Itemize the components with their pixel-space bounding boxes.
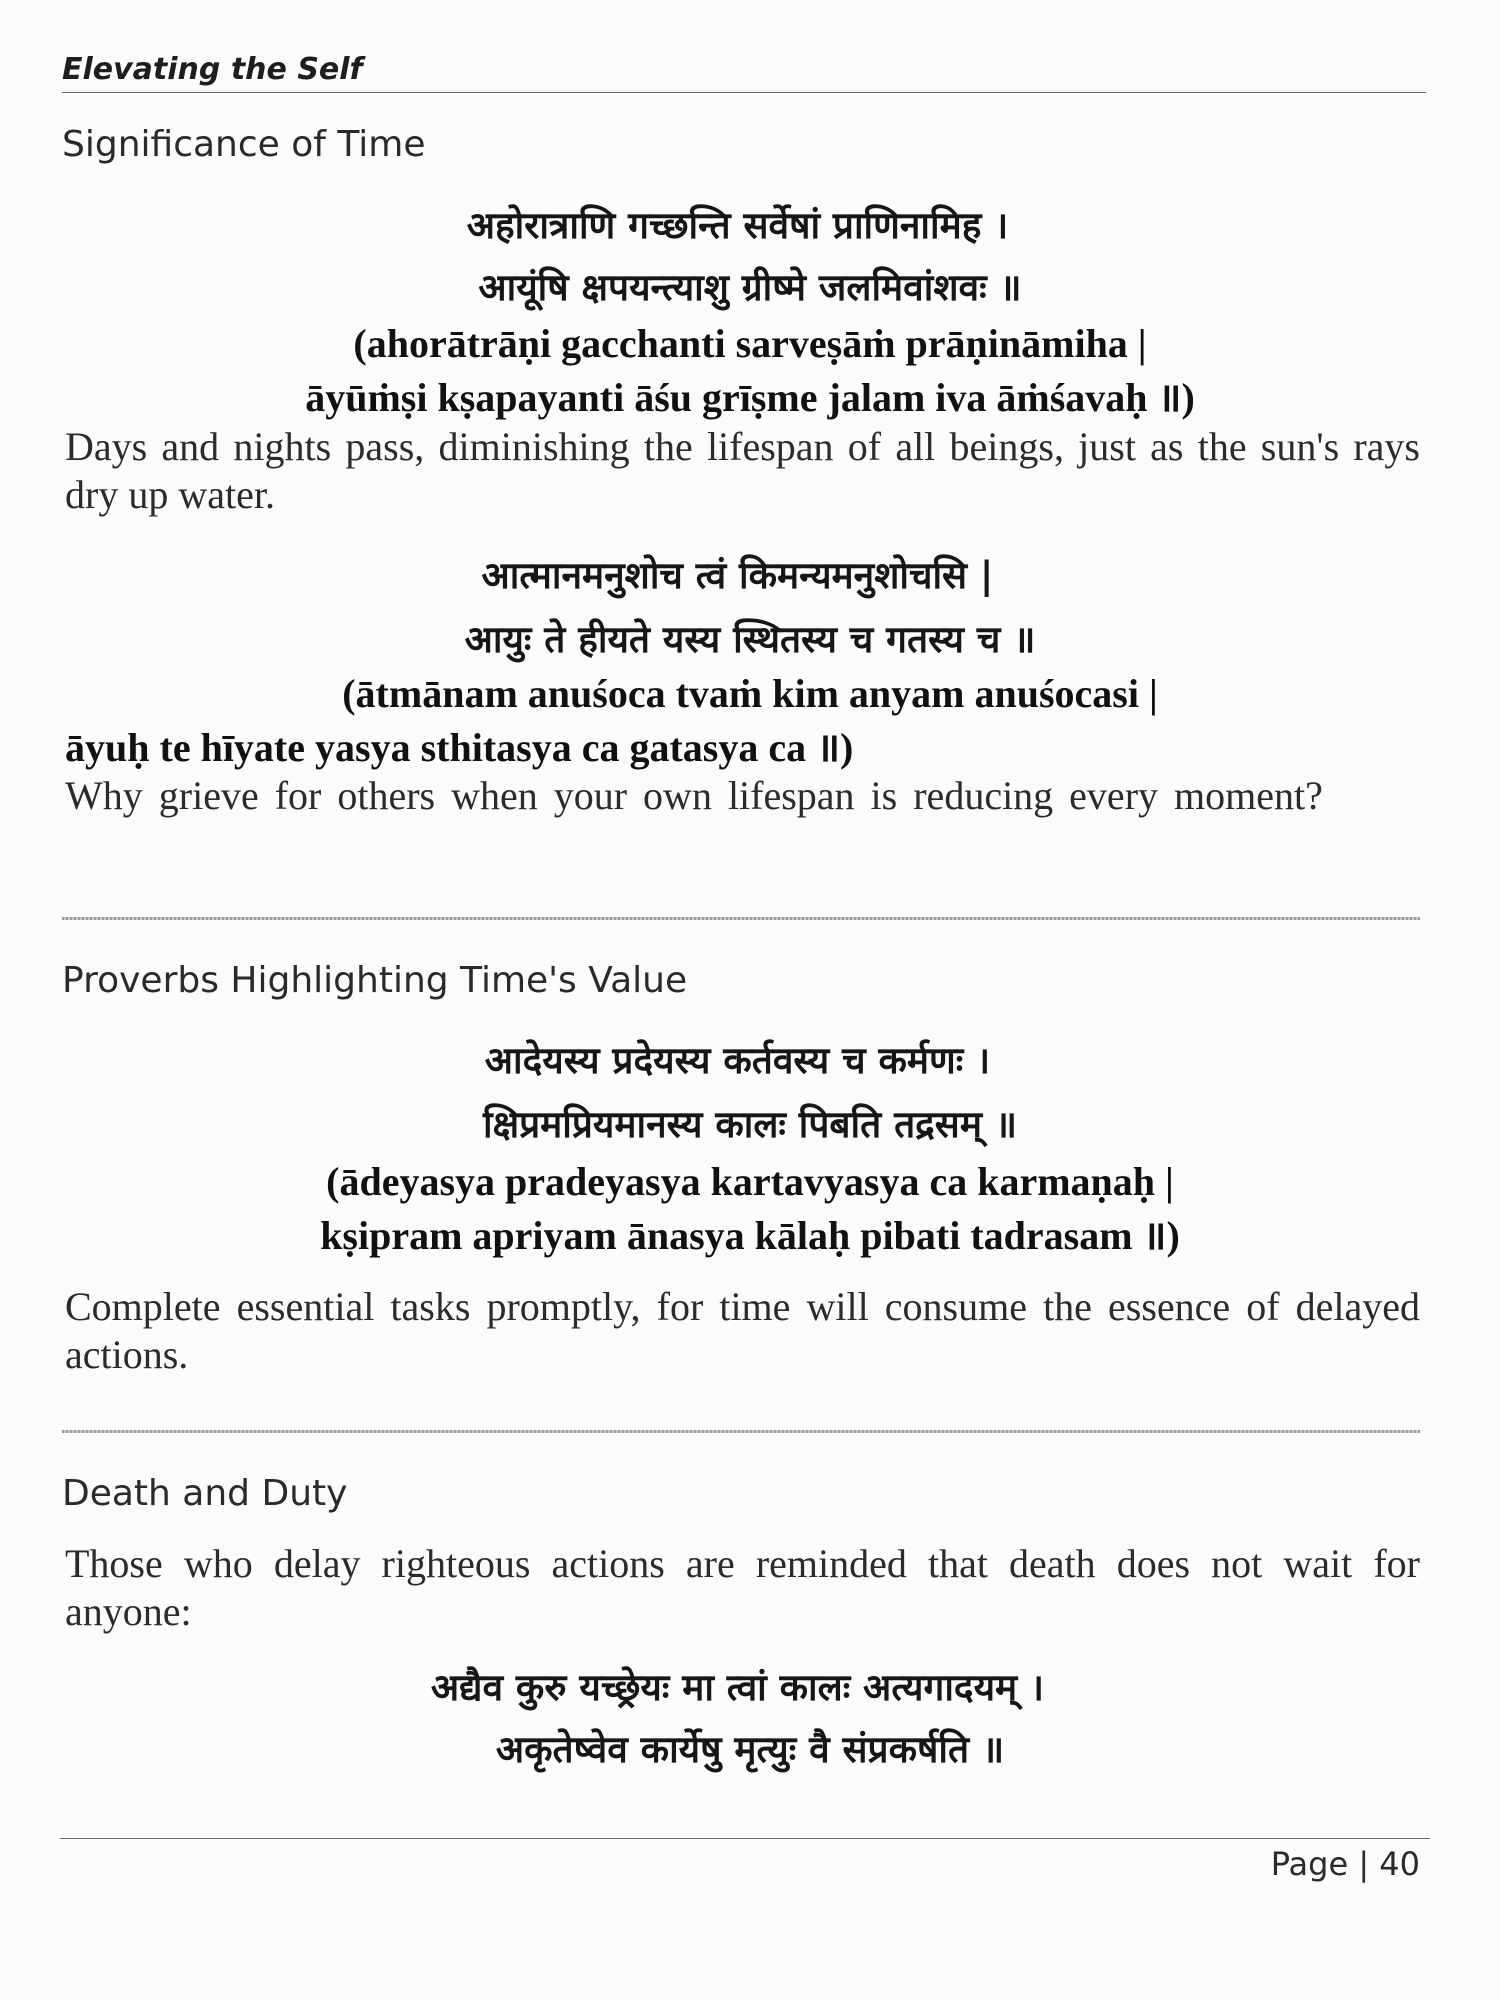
transliteration-line: (ahorātrāṇi gacchanti sarveṣāṁ prāṇināmiha | xyxy=(353,321,1147,366)
intro-paragraph: Those who delay righteous actions are reminded that death does not wait for anyone: xyxy=(65,1541,1420,1634)
section-divider xyxy=(62,917,1420,920)
running-head: Elevating the Self xyxy=(62,52,363,87)
header-rule xyxy=(62,92,1426,93)
section-heading: Death and Duty xyxy=(62,1473,348,1514)
sanskrit-line: अकृतेष्वेव कार्येषु मृत्युः वै संप्रकर्षति ॥ xyxy=(495,1728,1005,1771)
transliteration-line: (ādeyasya pradeyasya kartavyasya ca karmaṇaḥ | xyxy=(326,1159,1174,1204)
footer-rule xyxy=(60,1838,1430,1839)
sanskrit-line: आत्मानमनुशोच त्वं किमन्यमनुशोचसि | xyxy=(481,554,994,597)
sanskrit-line: आयुः ते हीयते यस्य स्थितस्य च गतस्य च ॥ xyxy=(464,618,1036,661)
transliteration-line: āyūṁṣi kṣapayanti āśu grīṣme jalam iva āṁśavaḥ ॥) xyxy=(305,375,1195,420)
transliteration-line: kṣipram apriyam ānasya kālaḥ pibati tadrasam ॥) xyxy=(320,1213,1180,1258)
transliteration-line: āyuḥ te hīyate yasya sthitasya ca gatasya ca ॥) xyxy=(65,725,854,770)
translation-paragraph: Why grieve for others when your own lifespan is reducing every moment? xyxy=(65,773,1323,818)
translation-paragraph: Complete essential tasks promptly, for time will consume the essence of delayed actions. xyxy=(65,1284,1420,1377)
section-heading: Significance of Time xyxy=(62,124,426,165)
sanskrit-line: आदेयस्य प्रदेयस्य कर्तवस्य च कर्मणः । xyxy=(484,1039,991,1082)
translation-paragraph: Days and nights pass, diminishing the lifespan of all beings, just as the sun's rays dry up water. xyxy=(65,424,1420,517)
sanskrit-line: अहोरात्राणि गच्छन्ति सर्वेषां प्राणिनामिह । xyxy=(466,204,1009,247)
transliteration-line: (ātmānam anuśoca tvaṁ kim anyam anuśocasi | xyxy=(342,671,1158,716)
page-number: Page | 40 xyxy=(1270,1845,1420,1883)
section-divider xyxy=(62,1430,1420,1433)
section-heading: Proverbs Highlighting Time's Value xyxy=(62,960,688,1001)
sanskrit-line: आयूंषि क्षपयन्त्याशु ग्रीष्मे जलमिवांशवः ॥ xyxy=(478,266,1022,309)
sanskrit-line: अद्यैव कुरु यच्छ्रेयः मा त्वां कालः अत्यगादयम् । xyxy=(430,1666,1045,1709)
sanskrit-line: क्षिप्रमप्रियमानस्य कालः पिबति तद्रसम् ॥ xyxy=(482,1103,1017,1146)
